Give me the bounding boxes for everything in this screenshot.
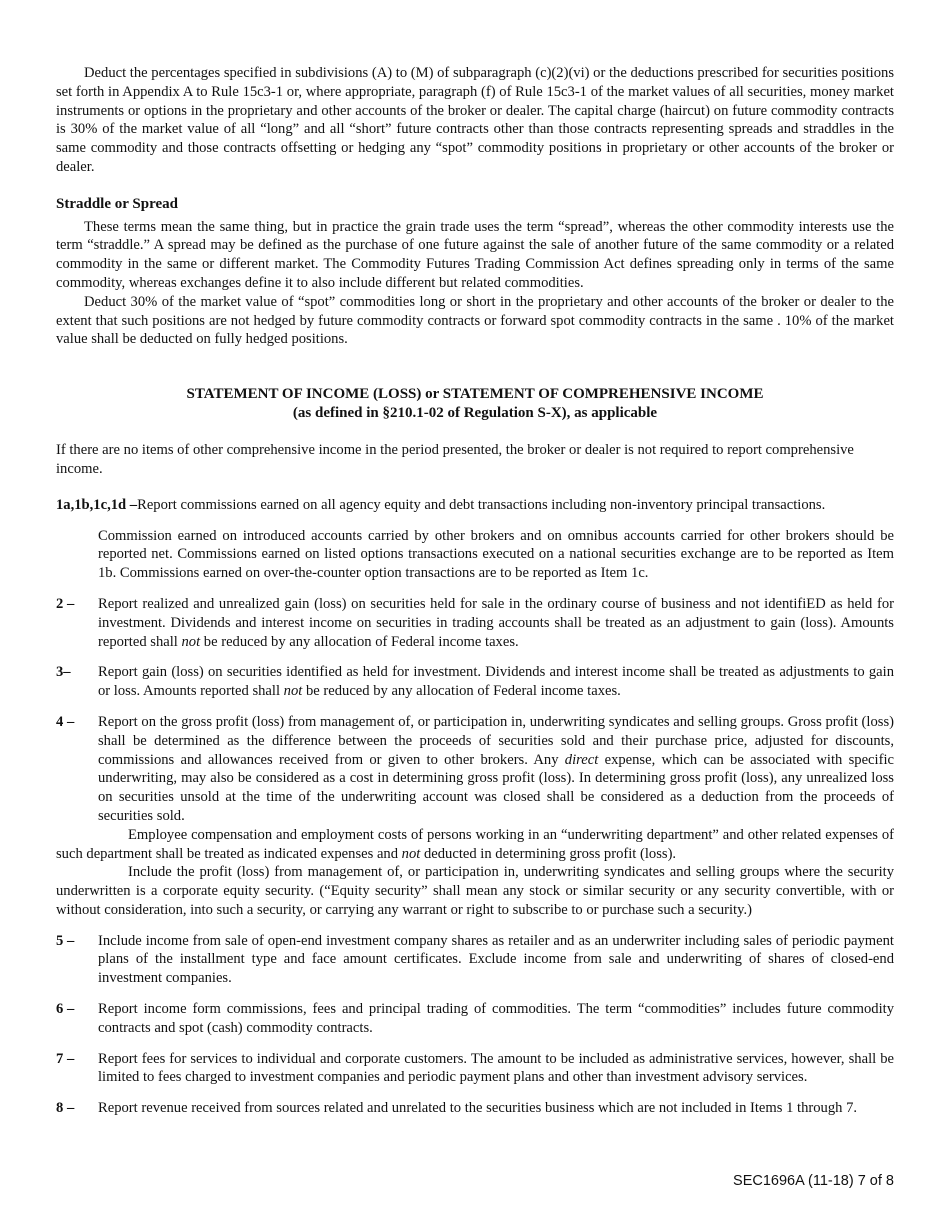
item-1-text: Report commissions earned on all agency equity and debt transactions including non-inventory principal transactions. (137, 496, 826, 513)
item-1-label: 1a,1b,1c,1d – (56, 496, 138, 513)
item-number: 2 – (56, 595, 75, 612)
item-number: 8 – (56, 1100, 75, 1117)
item-5 (56, 932, 894, 988)
item-number: 4 – (56, 713, 75, 730)
item-4 (56, 713, 894, 920)
statement-intro: If there are no items of other comprehensive income in the period presented, the broker or dealer is not required to report comprehensive income. (56, 442, 854, 477)
item-7 (56, 1050, 894, 1088)
item-6-text: Report income form commissions, fees and principal trading of commodities. The term “commodities” includes future commodity contracts and spot (cash) commodity contracts. (98, 1001, 894, 1036)
item-number: 3– (56, 664, 71, 681)
page-content (56, 64, 894, 1118)
straddle-paragraph-1: These terms mean the same thing, but in practice the grain trade uses the term “spread”, whereas the other commodity interests use the term “straddle.” A spread may be defined as the purchase of one future against the sale of another future of the same commodity or a related commodity in the same or different market. The Commodity Futures Trading Commission Act defines spreading only in terms of the same commodity, whereas exchanges define it to also include different but related commodities. (56, 218, 894, 291)
statement-title (56, 385, 894, 423)
item-6 (56, 1000, 894, 1038)
item-7-text: Report fees for services to individual and corporate customers. The amount to be included as administrative services, however, shall be limited to fees charged to investment companies and periodic payment plans and other than investment advisory services. (98, 1050, 894, 1086)
item-4-paragraph-1: Report on the gross profit (loss) from management of, or participation in, underwriting syndicates and selling groups. Gross profit (loss) shall be determined as the difference between the proceeds of securities sold and their purchase price, adjusted for discounts, commissions and allowances received from or given to other brokers. Any direct expense, which can be associated with specific underwriting, may also be considered as a cost in determining gross profit (loss). In determining gross profit (loss), any unrealized loss on securities unsold at the time of the underwriting account was closed shall be considered as a deduction from the proceeds of securities sold. (98, 713, 894, 824)
item-5-text: Include income from sale of open-end investment company shares as retailer and as an underwriter including sales of periodic payment plans of the installment type and face amount certificates. Exclude income from sale and underwriting of shares of closed-end investment companies. (98, 932, 894, 987)
item-number: 6 – (56, 1001, 75, 1018)
deduct-paragraph: Deduct the percentages specified in subdivisions (A) to (M) of subparagraph (c)(2)(vi) or the deductions prescribed for securities positions set forth in Appendix A to Rule 15c3-1 or, where appropriate, paragraph (f) of Rule 15c3-1 of the market values of all securities, money market instruments or options in the proprietary and other accounts of the broker or dealer. The capital charge (haircut) on future commodity contracts is 30% of the market value of all “long” and all “short” future contracts other than those contracts representing spreads and straddles in the same commodity and those contracts offsetting or hedging any “spot” commodity positions in proprietary or other accounts of the broker or dealer. (56, 65, 894, 175)
statement-title-line1: STATEMENT OF INCOME (LOSS) or STATEMENT OF COMPREHENSIVE INCOME (186, 386, 764, 403)
straddle-heading: Straddle or Spread (56, 195, 178, 212)
item-4-paragraph-2: Employee compensation and employment costs of persons working in an “underwriting department” and other related expenses of such department shall be treated as indicated expenses and not deducted in determining gross profit (loss). (56, 826, 894, 862)
item-8-text: Report revenue received from sources related and unrelated to the securities business which are not included in Items 1 through 7. (98, 1100, 858, 1117)
item-2-text: Report realized and unrealized gain (loss) on securities held for sale in the ordinary course of business and not identifiED as held for investment. Dividends and interest income on securities in trading accounts shall be treated as an adjustment to gain (loss). Amounts reported shall not be reduced by any allocation of Federal income taxes. (98, 595, 894, 650)
item-number: 7 – (56, 1050, 75, 1067)
item-2 (56, 595, 894, 651)
item-3 (56, 663, 894, 701)
item-number: 5 – (56, 932, 75, 949)
straddle-paragraph-2: Deduct 30% of the market value of “spot” commodities long or short in the proprietary and other accounts of the broker or dealer to the extent that such positions are not hedged by future commodity contracts or forward spot commodity contracts in the same . 10% of the market value shall be deducted on fully hedged positions. (56, 293, 894, 348)
item-3-text: Report gain (loss) on securities identified as held for investment. Dividends and interest income shall be treated as adjustments to gain or loss. Amounts reported shall not be reduced by any allocation of Federal income taxes. (98, 664, 894, 700)
statement-title-line2: (as defined in §210.1-02 of Regulation S-X), as applicable (292, 405, 658, 422)
item-1-body: Commission earned on introduced accounts carried by other brokers and on omnibus accounts carried for other brokers should be reported net. Commissions earned on listed options transactions executed on a national securities exchange are to be reported as Item 1b. Commissions earned on over-the-counter option transactions are to be reported as Item 1c. (98, 527, 894, 582)
item-1-heading (56, 496, 894, 515)
page-footer: SEC1696A (11-18) 7 of 8 (733, 1173, 894, 1189)
item-8 (56, 1099, 894, 1118)
item-4-paragraph-3: Include the profit (loss) from management of, or participation in, underwriting syndicates and selling groups where the security underwritten is a corporate equity security. (“Equity security” shall mean any stock or similar security or any security convertible, with or without consideration, into such a security, or carrying any warrant or right to subscribe to or purchase such a security.) (56, 864, 894, 918)
